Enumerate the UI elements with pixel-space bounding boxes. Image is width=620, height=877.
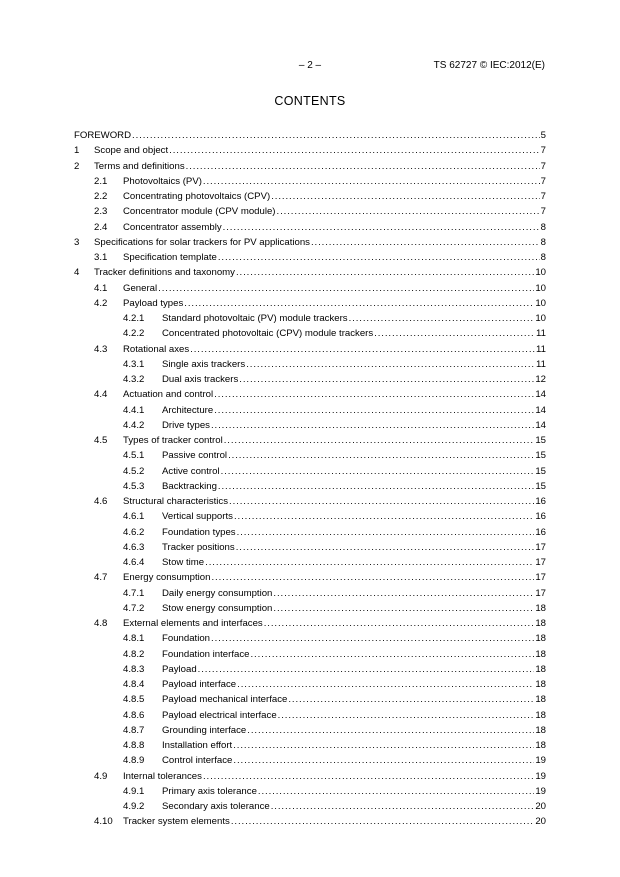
toc-entry[interactable] [74, 265, 546, 280]
toc-entry-title: Payload [162, 663, 197, 675]
toc-entry[interactable] [74, 586, 546, 601]
toc-entry-number: 4.4 [94, 389, 108, 401]
toc-dot-leader [229, 494, 534, 509]
toc-entry-page: 7 [540, 175, 546, 187]
toc-entry-title: Drive types [162, 419, 210, 431]
toc-entry[interactable] [74, 250, 546, 265]
toc-entry-number: 4.7.1 [123, 587, 145, 599]
toc-dot-leader [203, 174, 540, 189]
toc-entry-page: 18 [535, 694, 546, 706]
toc-entry-page: 18 [535, 648, 546, 660]
toc-entry-page: 8 [540, 236, 546, 248]
toc-entry-number: 4.1 [94, 282, 108, 294]
toc-dot-leader [250, 647, 534, 662]
toc-entry-page: 11 [536, 328, 546, 340]
toc-entry-page: 16 [535, 496, 546, 507]
toc-entry-title: General [123, 282, 158, 294]
toc-entry-number: 2.3 [94, 206, 108, 218]
toc-entry-number: 2 [74, 160, 80, 172]
toc-dot-leader [247, 723, 534, 738]
toc-entry[interactable] [74, 784, 546, 799]
toc-dot-leader [236, 540, 535, 555]
toc-entry-number: 4.8.6 [123, 709, 145, 721]
toc-dot-leader [234, 509, 534, 524]
toc-entry-title: Dual axis trackers [162, 374, 239, 385]
toc-entry[interactable] [74, 570, 546, 585]
toc-dot-leader [132, 128, 540, 143]
toc-entry-page: 15 [535, 450, 546, 462]
toc-entry-number: 1 [74, 145, 80, 157]
toc-dot-leader [277, 204, 540, 219]
toc-entry-title: Payload interface [162, 679, 237, 690]
toc-entry-number: 3.1 [94, 252, 108, 263]
toc-entry-page: 10 [535, 267, 546, 279]
toc-entry-title: Installation effort [162, 740, 233, 751]
toc-entry-number: 4.8.2 [123, 648, 145, 660]
toc-entry[interactable] [74, 509, 546, 524]
toc-entry[interactable] [74, 326, 546, 341]
toc-entry-title: FOREWORD [74, 130, 132, 141]
toc-entry-page: 19 [535, 755, 546, 767]
toc-entry-number: 4.5.1 [123, 450, 145, 462]
toc-entry-title: Stow time [162, 557, 205, 568]
toc-entry-page: 16 [535, 511, 546, 523]
document-reference: TS 62727 © IEC:2012(E) [433, 60, 545, 71]
toc-dot-leader [374, 326, 535, 341]
toc-dot-leader [233, 753, 534, 768]
toc-entry-page: 17 [535, 572, 546, 584]
toc-entry-title: Daily energy consumption [162, 587, 273, 599]
toc-entry[interactable] [74, 433, 546, 448]
toc-dot-leader [221, 464, 535, 479]
toc-entry[interactable] [74, 357, 546, 372]
toc-entry[interactable] [74, 174, 546, 189]
toc-dot-leader [231, 814, 535, 829]
toc-entry-page: 10 [535, 282, 546, 294]
toc-entry[interactable] [74, 128, 546, 143]
toc-dot-leader [186, 159, 540, 174]
toc-entry-page: 11 [536, 343, 546, 355]
toc-entry-title: Primary axis tolerance [162, 785, 257, 797]
toc-entry[interactable] [74, 189, 546, 204]
toc-entry-title: Actuation and control [123, 389, 214, 401]
toc-entry[interactable] [74, 601, 546, 616]
toc-entry-title: Single axis trackers [162, 358, 246, 370]
toc-entry-number: 2.2 [94, 191, 108, 202]
toc-entry-number: 2.4 [94, 221, 108, 233]
toc-entry-title: External elements and interfaces [123, 618, 263, 629]
toc-entry[interactable] [74, 631, 546, 646]
toc-entry-number: 4.7.2 [123, 602, 145, 614]
toc-entry[interactable] [74, 372, 546, 387]
toc-dot-leader [237, 525, 535, 540]
toc-dot-leader [211, 631, 534, 646]
toc-dot-leader [214, 387, 534, 402]
toc-entry[interactable] [74, 525, 546, 540]
toc-entry[interactable] [74, 723, 546, 738]
toc-entry[interactable] [74, 448, 546, 463]
toc-entry-page: 18 [535, 633, 546, 645]
toc-entry[interactable] [74, 418, 546, 433]
toc-entry-page: 14 [535, 389, 546, 401]
toc-entry-number: 4.4.1 [123, 404, 145, 416]
toc-entry-page: 18 [535, 663, 546, 675]
toc-entry-page: 14 [535, 404, 546, 416]
toc-entry-title: Concentrator assembly [123, 221, 222, 233]
toc-dot-leader [349, 311, 535, 326]
toc-dot-leader [288, 692, 534, 707]
toc-entry-title: Structural characteristics [123, 496, 229, 507]
toc-entry-page: 18 [535, 679, 546, 690]
toc-dot-leader [214, 403, 534, 418]
toc-entry[interactable] [74, 540, 546, 555]
toc-dot-leader [218, 250, 540, 265]
toc-entry-title: Active control [162, 465, 220, 477]
toc-entry-page: 15 [535, 480, 546, 492]
toc-entry-page: 7 [540, 145, 546, 157]
toc-entry[interactable] [74, 159, 546, 174]
toc-entry-title: Concentrator module (CPV module) [123, 206, 276, 218]
toc-entry-title: Passive control [162, 450, 228, 462]
toc-entry-number: 4.6.2 [123, 526, 145, 538]
toc-entry[interactable] [74, 647, 546, 662]
toc-entry-page: 7 [540, 206, 546, 218]
toc-entry[interactable] [74, 311, 546, 326]
toc-dot-leader [236, 265, 534, 280]
toc-entry[interactable] [74, 479, 546, 494]
toc-dot-leader [223, 220, 540, 235]
toc-entry-title: Tracker definitions and taxonomy [94, 267, 235, 279]
toc-entry-page: 7 [540, 160, 546, 172]
toc-entry-number: 4.8.7 [123, 724, 145, 736]
toc-dot-leader [271, 799, 535, 814]
toc-entry-number: 4.2 [94, 297, 108, 309]
toc-entry-title: Payload mechanical interface [162, 694, 288, 706]
toc-entry-title: Foundation interface [162, 648, 250, 660]
toc-entry-title: Concentrated photovoltaic (CPV) module trackers [162, 328, 374, 340]
toc-entry-title: Grounding interface [162, 724, 247, 736]
toc-dot-leader [271, 189, 539, 204]
toc-entry-number: 4.8 [94, 618, 108, 629]
toc-dot-leader [273, 586, 534, 601]
toc-entry-title: Foundation [162, 633, 211, 645]
toc-dot-leader [203, 769, 534, 784]
toc-entry[interactable] [74, 692, 546, 707]
toc-entry-number: 4.6.3 [123, 541, 145, 553]
toc-dot-leader [198, 662, 535, 677]
toc-dot-leader [158, 281, 534, 296]
toc-entry-title: Payload types [123, 297, 184, 309]
toc-entry-page: 11 [536, 358, 546, 370]
toc-entry-number: 4.3.1 [123, 358, 145, 370]
toc-entry-page: 18 [535, 709, 546, 721]
toc-entry[interactable] [74, 235, 546, 250]
toc-entry[interactable] [74, 204, 546, 219]
toc-entry-title: Foundation types [162, 526, 236, 538]
toc-entry-title: Backtracking [162, 480, 217, 492]
toc-entry-number: 4.4.2 [123, 419, 145, 431]
toc-entry-number: 4.2.2 [123, 328, 145, 340]
toc-entry-title: Architecture [162, 404, 214, 416]
toc-entry-title: Secondary axis tolerance [162, 801, 270, 812]
toc-entry[interactable] [74, 403, 546, 418]
toc-entry-number: 4.8.5 [123, 694, 145, 706]
toc-entry-number: 4.8.1 [123, 633, 145, 645]
toc-dot-leader [258, 784, 534, 799]
toc-entry-page: 18 [535, 602, 546, 614]
toc-entry-title: Specifications for solar trackers for PV applications [94, 236, 310, 248]
toc-entry-number: 4.9 [94, 770, 108, 782]
toc-dot-leader [273, 601, 534, 616]
toc-dot-leader [264, 616, 535, 631]
toc-entry-number: 4.6 [94, 496, 108, 507]
toc-entry-title: Rotational axes [123, 343, 190, 355]
toc-entry-number: 4.9.2 [123, 801, 145, 812]
toc-entry-title: Standard photovoltaic (PV) module trackers [162, 313, 348, 324]
toc-entry-title: Scope and object [94, 145, 169, 157]
toc-entry-number: 4.8.3 [123, 663, 145, 675]
toc-entry-title: Control interface [162, 755, 233, 767]
toc-entry-page: 17 [535, 587, 546, 599]
toc-entry-title: Specification template [123, 252, 217, 263]
toc-entry-page: 19 [535, 785, 546, 797]
toc-dot-leader [278, 708, 535, 723]
toc-entry[interactable] [74, 677, 546, 692]
toc-dot-leader [184, 296, 534, 311]
toc-entry-page: 5 [540, 130, 546, 141]
toc-entry-page: 12 [535, 374, 546, 385]
toc-entry-title: Photovoltaics (PV) [123, 175, 202, 187]
toc-entry[interactable] [74, 662, 546, 677]
toc-dot-leader [205, 555, 534, 570]
toc-entry-title: Payload electrical interface [162, 709, 277, 721]
toc-dot-leader [211, 570, 534, 585]
toc-entry[interactable] [74, 753, 546, 768]
toc-entry-number: 4.5.3 [123, 480, 145, 492]
toc-dot-leader [237, 677, 534, 692]
toc-entry-number: 4.10 [94, 816, 113, 828]
page-title: CONTENTS [274, 94, 346, 108]
toc-entry-number: 4.3.2 [123, 374, 145, 385]
page-number: – 2 – [298, 60, 322, 71]
toc-dot-leader [311, 235, 540, 250]
toc-entry-number: 4.7 [94, 572, 108, 584]
toc-entry-number: 4.5.2 [123, 465, 145, 477]
toc-dot-leader [233, 738, 534, 753]
toc-entry-page: 17 [535, 557, 546, 568]
toc-entry-number: 4.9.1 [123, 785, 145, 797]
toc-entry[interactable] [74, 220, 546, 235]
toc-entry[interactable] [74, 387, 546, 402]
toc-dot-leader [228, 448, 534, 463]
toc-entry-page: 18 [535, 618, 546, 629]
toc-entry-page: 18 [535, 724, 546, 736]
toc-entry[interactable] [74, 464, 546, 479]
toc-entry-page: 16 [535, 526, 546, 538]
toc-entry-page: 10 [535, 313, 546, 324]
toc-dot-leader [246, 357, 535, 372]
toc-entry[interactable] [74, 143, 546, 158]
toc-entry-number: 4 [74, 267, 80, 279]
toc-entry-number: 4.3 [94, 343, 108, 355]
toc-entry-number: 4.2.1 [123, 313, 145, 324]
toc-entry-page: 8 [540, 221, 546, 233]
toc-dot-leader [224, 433, 535, 448]
toc-entry[interactable] [74, 616, 546, 631]
toc-entry-page: 7 [540, 191, 546, 202]
toc-entry-page: 8 [540, 252, 546, 263]
toc-entry-title: Types of tracker control [123, 435, 223, 446]
toc-dot-leader [239, 372, 534, 387]
table-of-contents [74, 128, 546, 830]
toc-dot-leader [169, 143, 540, 158]
toc-entry-title: Concentrating photovoltaics (CPV) [123, 191, 271, 202]
toc-entry[interactable] [74, 708, 546, 723]
toc-entry[interactable] [74, 281, 546, 296]
toc-entry-number: 4.8.8 [123, 740, 145, 751]
toc-entry-page: 15 [535, 435, 546, 446]
toc-entry-number: 4.6.1 [123, 511, 145, 523]
toc-entry[interactable] [74, 296, 546, 311]
toc-entry-page: 15 [535, 465, 546, 477]
toc-entry-title: Terms and definitions [94, 160, 185, 172]
toc-entry-page: 17 [535, 541, 546, 553]
toc-entry-page: 19 [535, 770, 546, 782]
toc-entry[interactable] [74, 769, 546, 784]
toc-entry[interactable] [74, 342, 546, 357]
toc-entry-page: 10 [535, 297, 546, 309]
toc-dot-leader [218, 479, 534, 494]
toc-entry-title: Tracker positions [162, 541, 235, 553]
toc-entry-page: 14 [535, 419, 546, 431]
toc-dot-leader [190, 342, 535, 357]
toc-entry-number: 2.1 [94, 175, 108, 187]
toc-entry[interactable] [74, 494, 546, 509]
toc-entry-title: Vertical supports [162, 511, 233, 523]
toc-entry-number: 4.8.4 [123, 679, 145, 690]
toc-entry[interactable] [74, 738, 546, 753]
toc-entry-page: 20 [535, 816, 546, 828]
toc-dot-leader [211, 418, 534, 433]
toc-entry-title: Stow energy consumption [162, 602, 273, 614]
toc-entry[interactable] [74, 799, 546, 814]
toc-entry-title: Internal tolerances [123, 770, 202, 782]
toc-entry-title: Tracker system elements [123, 816, 230, 828]
toc-entry-number: 4.8.9 [123, 755, 145, 767]
toc-entry-page: 18 [535, 740, 546, 751]
toc-entry-title: Energy consumption [123, 572, 211, 584]
toc-entry[interactable] [74, 814, 546, 829]
toc-entry-number: 4.5 [94, 435, 108, 446]
toc-entry-number: 3 [74, 236, 80, 248]
toc-entry[interactable] [74, 555, 546, 570]
toc-entry-page: 20 [535, 801, 546, 812]
toc-entry-number: 4.6.4 [123, 557, 145, 568]
